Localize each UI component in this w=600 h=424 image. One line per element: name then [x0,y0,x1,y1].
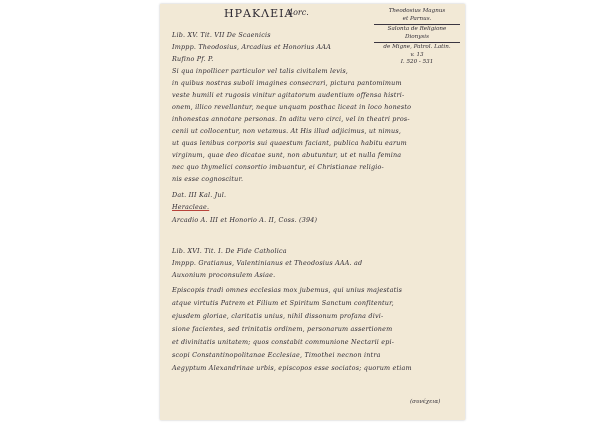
date-line: Dat. III Kal. Jul. [172,191,227,199]
section-heading: Lib. XVI. Tit. I. De Fide Catholica [172,247,287,255]
text-line: nis esse cognoscitur. [172,175,244,183]
source-line: Dionysis [405,33,429,40]
source-line: Theodosius Magnus [388,8,446,14]
source-line: I. 520 - 531 [400,59,434,66]
source-divider [374,24,460,25]
text-line: Lib. XV. Tit. VII De Scaenicis [172,31,271,39]
text-line: scopi Constantinopolitanae Ecclesiae, Timothei necnon intra [172,351,381,359]
text-line: onem, illico revellantur, neque unquam posthac liceat in loco honesto [172,103,412,111]
text-line: nec quo thymelici consortio imbuantur, ei Christianae religio- [172,163,384,171]
text-line: atque virtutis Patrem et Filium et Spiritum Sanctum confitentur, [172,299,394,307]
place-line: Heracleae. [172,203,210,211]
text-line: Aegyptum Alexandrinae urbis, episcopos esse sociatos; quorum etiam [172,364,412,372]
text-line: veste humili et rugosis vinitur agitatorum audentium offensa histri- [172,91,405,99]
source-line: et Parnus. [402,15,432,22]
text-line: Si qua inpollicer particulor vel talis civitalem levis, [172,67,349,75]
page-number: 4orc. [288,8,309,17]
text-line: sione facientes, sed trinitatis ordinem, personarum assertionem [172,325,393,333]
consuls-line: Arcadio A. III et Honorio A. II, Coss. (394) [172,216,318,224]
text-line: Episcopis tradi omnes ecclesias mox jubemus, qui unius majestatis [172,286,403,294]
source-line: Salonta de Religione [387,26,447,33]
text-line: ejusdem gloriae, claritatis unius, nihil dissonum profana divi- [172,312,384,320]
manuscript-page [160,4,465,420]
text-line: ut quas lenibus corporis sui quaestum faciant, publica habitu earum [172,139,407,147]
continuation-note: (συνέχεια) [410,399,441,405]
text-line: virginum, quae deo dicatae sunt, non abutuntur, ut et nulla femina [172,151,402,159]
text-line: in quibus nostras suboli imagines consecrari, pictura pantomimum [172,79,402,87]
source-line: v. 13 [410,51,424,58]
text-line: et divinitatis unitatem; quos constabit communione Nectarii epi- [172,338,395,346]
text-line: Auxonium proconsulem Asiae. [172,271,276,279]
text-line: Imppp. Theodosius, Arcadius et Honorius AAA [172,43,332,51]
page-title: ΗΡΑΚΛΕΙΑ [224,7,294,20]
text-line: Imppp. Gratianus, Valentinianus et Theodosius AAA. ad [172,259,363,267]
text-line: inhonestas annotare personas. In aditu vero circi, vel in theatri pros- [172,115,410,123]
source-line: de Migne, Patrol. Latin. [383,44,451,51]
source-divider [374,42,460,43]
source-reference-box [374,8,460,70]
text-line: Rufino Pf. P. [172,55,214,63]
text-line: cenii ut collocentur, non vetamus. At His illud adjicimus, ut nimus, [172,127,402,135]
